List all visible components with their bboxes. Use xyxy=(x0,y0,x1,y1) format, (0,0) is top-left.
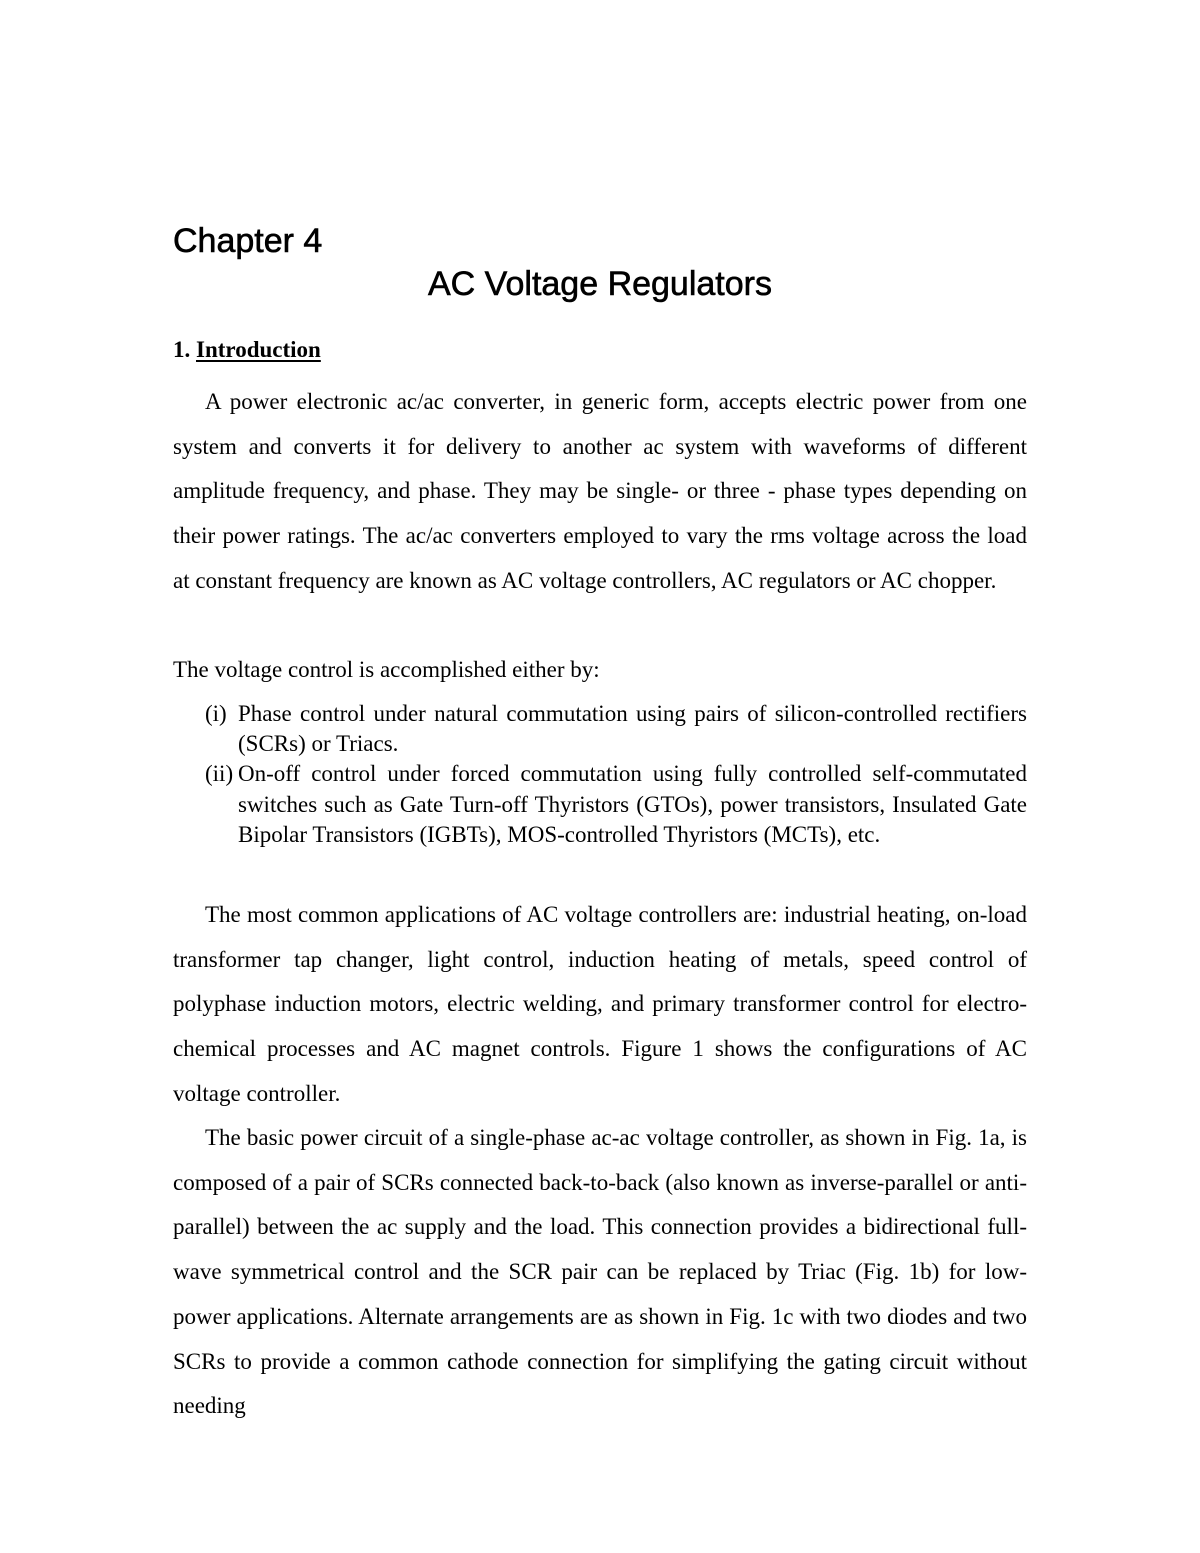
intro-paragraph: A power electronic ac/ac converter, in generic form, accepts electric power from one system and converts it for delivery to another ac system with waveforms of different amplitude frequency, and phase. They may be single- or three - phase types depending on their power ratings. The ac/ac converters employed to vary the rms voltage across the load at constant frequency are known as AC voltage controllers, AC regulators or AC chopper. xyxy=(173,389,1027,593)
chapter-label: Chapter 4 xyxy=(173,222,323,260)
list-item-text: Phase control under natural commutation using pairs of silicon-controlled rectifiers (SCRs) or Triacs. xyxy=(238,701,1027,757)
list-item xyxy=(173,759,1027,850)
list-item xyxy=(173,699,1027,759)
section-heading xyxy=(173,335,321,365)
control-methods-list xyxy=(173,699,1027,850)
section-number: 1. xyxy=(173,337,191,362)
list-marker: (ii) xyxy=(205,761,234,787)
applications-paragraph: The most common applications of AC voltage controllers are: industrial heating, on-load transformer tap changer, light control, induction heating of metals, speed control of polyphase induction motors, electric welding, and primary transformer control for electro-chemical processes and AC magnet controls. Figure 1 shows the configurations of AC voltage controller. xyxy=(173,902,1027,1106)
list-marker: (i) xyxy=(205,701,227,726)
chapter-title: AC Voltage Regulators xyxy=(428,265,772,303)
section-title: Introduction xyxy=(196,337,321,362)
voltage-control-paragraph: The voltage control is accomplished either by: xyxy=(173,657,600,682)
basic-circuit-paragraph: The basic power circuit of a single-phase ac-ac voltage controller, as shown in Fig. 1a, is composed of a pair of SCRs connected back-to-back (also known as inverse-parallel or anti-parallel) between the ac supply and the load. This connection provides a bidirectional full-wave symmetrical control and the SCR pair can be replaced by Triac (Fig. 1b) for low-power applications. Alternate arrangements are as shown in Fig. 1c with two diodes and two SCRs to provide a common cathode connection for simplifying the gating circuit without needing xyxy=(173,1125,1027,1419)
list-item-text: On-off control under forced commutation using fully controlled self-commutated switches such as Gate Turn-off Thyristors (GTOs), power transistors, Insulated Gate Bipolar Transistors (IGBTs), MOS-controlled Thyristors (MCTs), etc. xyxy=(238,761,1027,847)
